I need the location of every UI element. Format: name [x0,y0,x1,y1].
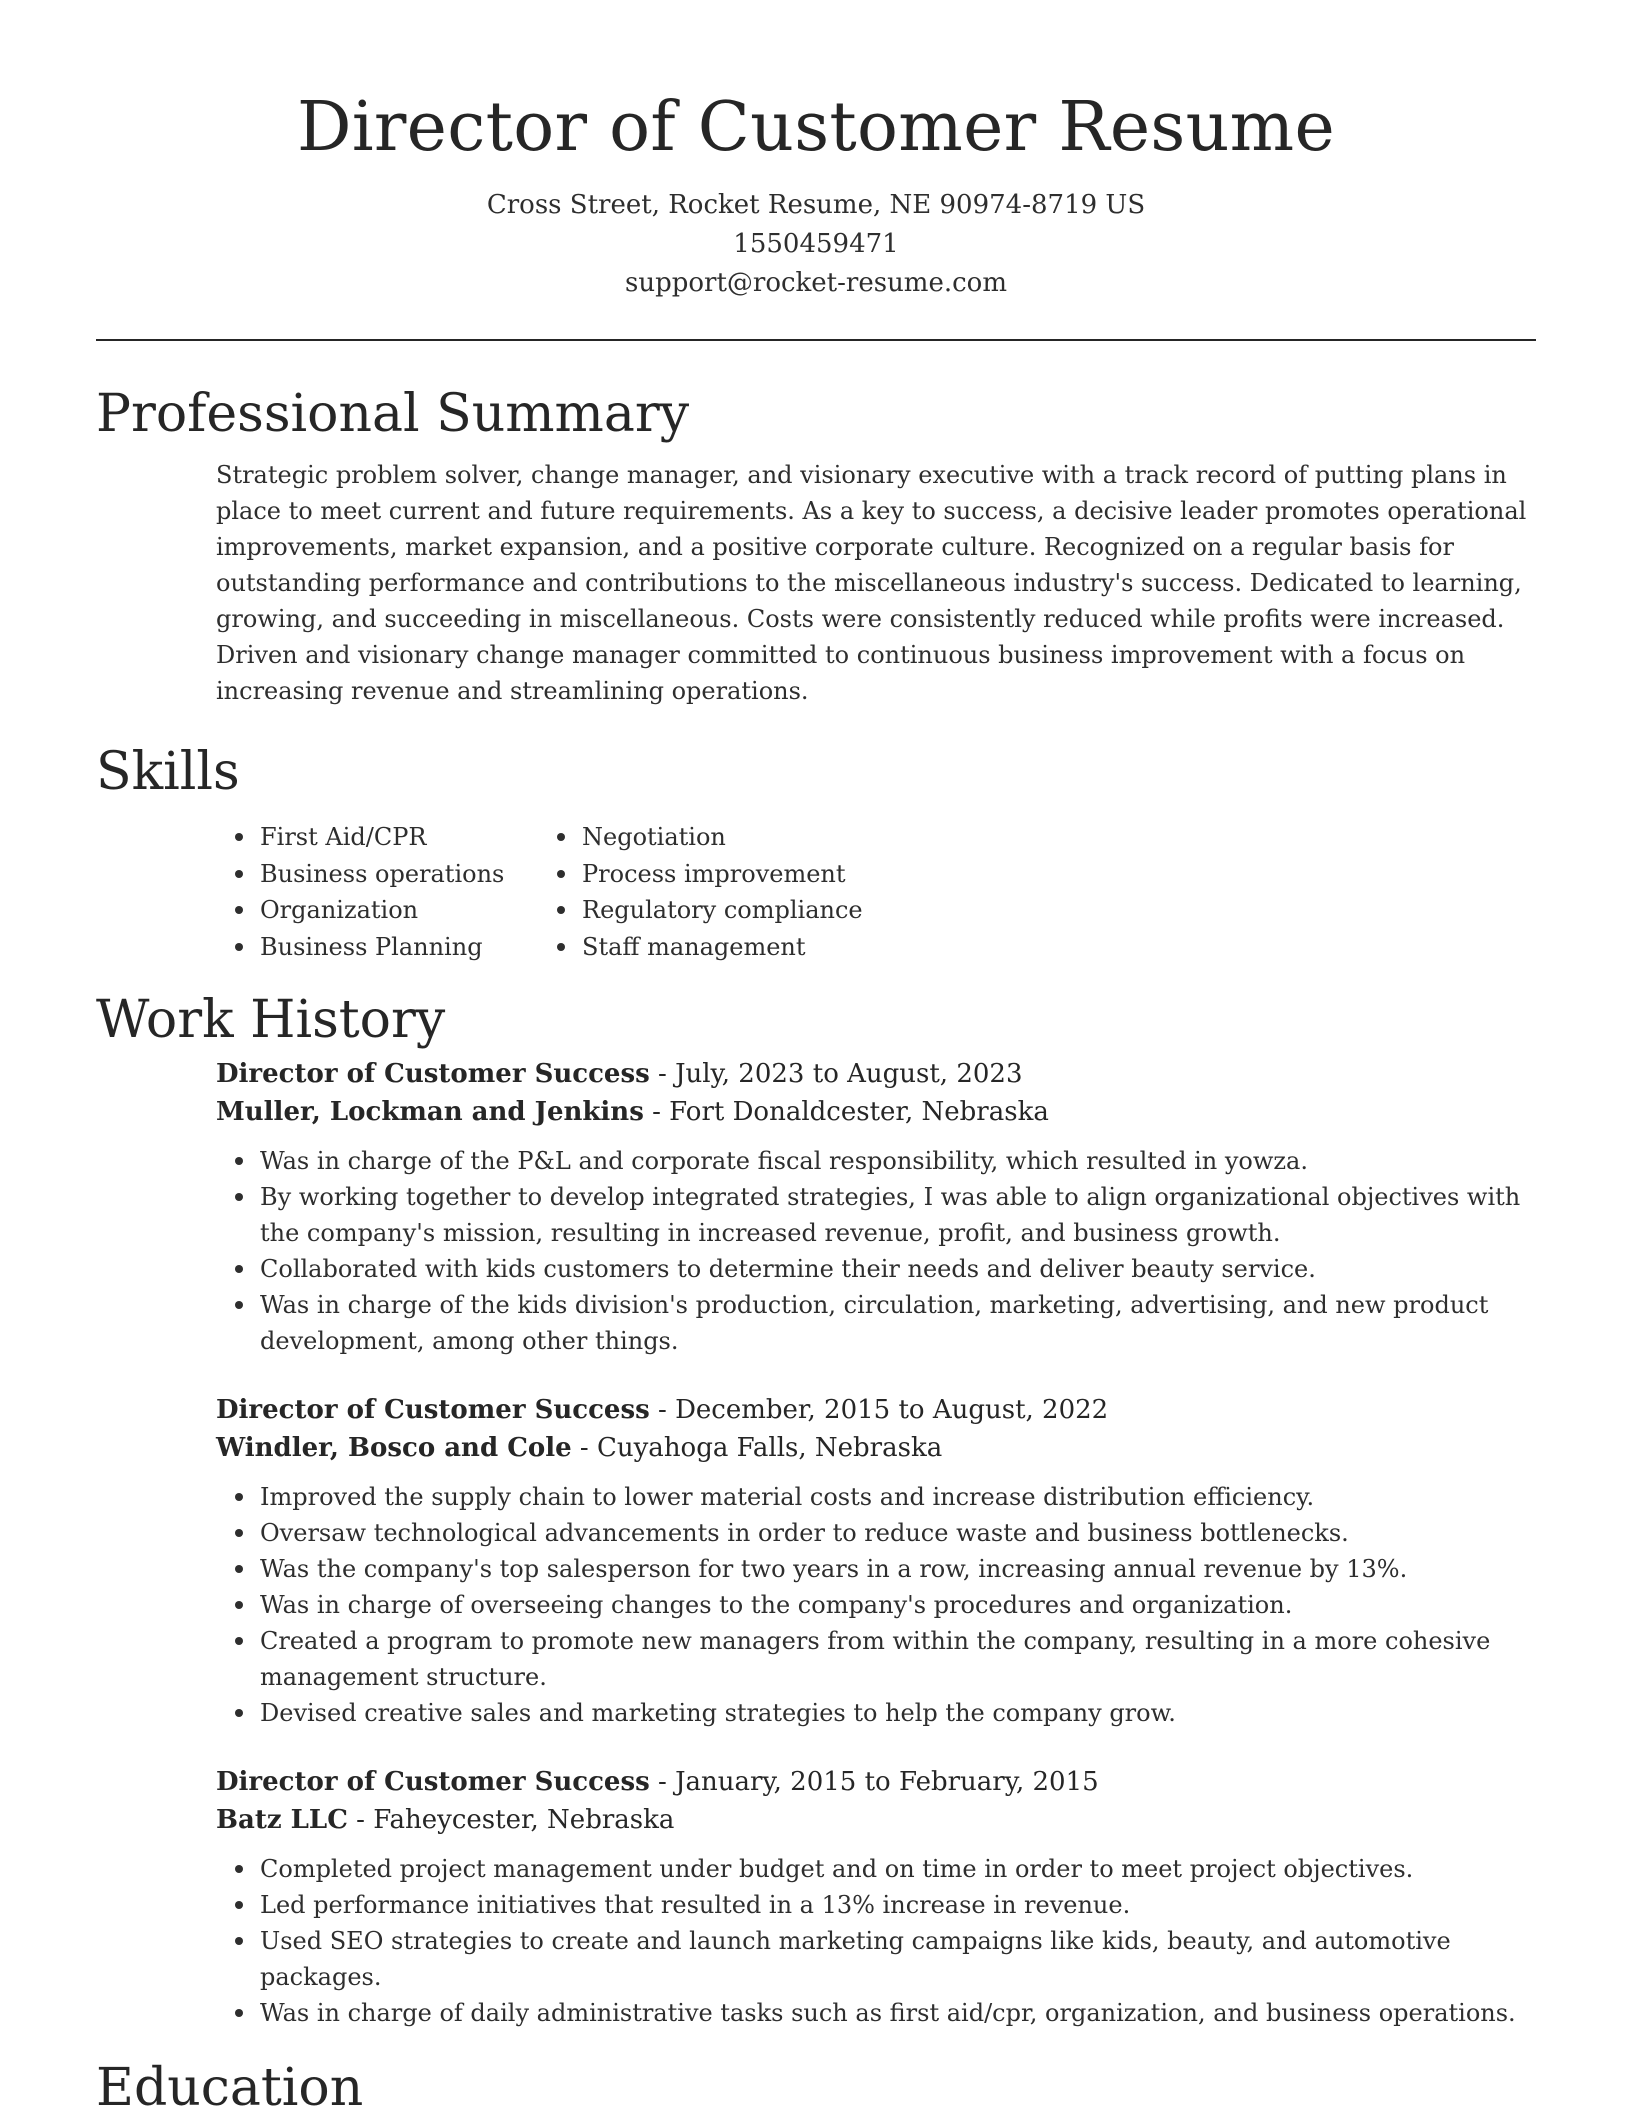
job-location: Fort Donaldcester, Nebraska [669,1097,1049,1127]
job-role: Director of Customer Success [216,1059,650,1089]
job-bullet: Created a program to promote new managers from within the company, resulting in a more cohesive management structure. [260,1623,1536,1695]
skill-item: Process improvement [582,856,1068,893]
contact-email: support@rocket-resume.com [624,268,1007,298]
job-bullet: Was in charge of the P&L and corporate fiscal responsibility, which resulted in yowza. [260,1143,1536,1179]
job-separator: - [658,1395,676,1425]
job-company-line [216,1429,1536,1467]
job-bullet: Devised creative sales and marketing strategies to help the company grow. [260,1695,1536,1731]
summary-heading: Professional Summary [96,384,690,444]
contact-phone: 1550459471 [733,229,899,259]
job-bullet: Oversaw technological advancements in order to reduce waste and business bottlenecks. [260,1515,1536,1551]
job-title-line [216,1763,1536,1801]
resume-page [96,0,1536,2112]
skills-heading: Skills [96,742,240,802]
job-entry [216,1391,1536,1731]
resume-header [96,0,1536,303]
job-entry [216,1763,1536,2031]
contact-block [96,186,1536,303]
job-location: Cuyahoga Falls, Nebraska [596,1433,943,1463]
job-dates: January, 2015 to February, 2015 [675,1767,1099,1797]
job-company: Batz LLC [216,1805,348,1835]
skill-item: Business operations [260,856,582,893]
job-bullet: Used SEO strategies to create and launch marketing campaigns like kids, beauty, and automotive packages. [260,1923,1536,1995]
job-bullet: Was in charge of the kids division's production, circulation, marketing, advertising, and new product development, among other things. [260,1287,1536,1359]
job-separator: - [658,1767,676,1797]
job-bullet: Collaborated with kids customers to determine their needs and deliver beauty service. [260,1251,1536,1287]
job-location: Faheycester, Nebraska [373,1805,675,1835]
job-bullet: Was the company's top salesperson for two years in a row, increasing annual revenue by 13%. [260,1551,1536,1587]
job-dates: July, 2023 to August, 2023 [675,1059,1023,1089]
job-separator: - [652,1097,670,1127]
skill-item: Business Planning [260,929,582,966]
job-bullet: Led performance initiatives that resulted in a 13% increase in revenue. [260,1887,1536,1923]
job-dates: December, 2015 to August, 2022 [675,1395,1109,1425]
job-separator: - [579,1433,597,1463]
job-company: Muller, Lockman and Jenkins [216,1097,644,1127]
job-company: Windler, Bosco and Cole [216,1433,572,1463]
resume-title: Director of Customer Resume [297,88,1335,167]
job-role: Director of Customer Success [216,1395,650,1425]
job-bullet: Was in charge of daily administrative tasks such as first aid/cpr, organization, and business operations. [260,1995,1536,2031]
job-separator: - [356,1805,374,1835]
skill-item: Organization [260,892,582,929]
skills-column-left [96,819,582,965]
skill-item: Regulatory compliance [582,892,1068,929]
skill-item: Negotiation [582,819,1068,856]
job-role: Director of Customer Success [216,1767,650,1797]
header-divider [96,339,1536,341]
skills-list [96,819,1536,965]
work-history-heading: Work History [96,990,446,1050]
job-entry [216,1055,1536,1359]
job-company-line [216,1093,1536,1131]
job-bullet: Improved the supply chain to lower material costs and increase distribution efficiency. [260,1479,1536,1515]
skill-item: First Aid/CPR [260,819,582,856]
job-bullets [216,1851,1536,2031]
job-bullet: Was in charge of overseeing changes to the company's procedures and organization. [260,1587,1536,1623]
skill-item: Staff management [582,929,1068,966]
education-heading: Education [96,2058,364,2112]
skills-column-right [582,819,1068,965]
job-bullet: Completed project management under budget and on time in order to meet project objectives. [260,1851,1536,1887]
job-title-line [216,1055,1536,1093]
job-company-line [216,1801,1536,1839]
job-bullets [216,1479,1536,1731]
job-separator: - [658,1059,676,1089]
contact-address: Cross Street, Rocket Resume, NE 90974-8719 US [486,190,1146,220]
summary-text: Strategic problem solver, change manager, and visionary executive with a track record of putting plans in place to meet current and future requirements. As a key to success, a decisive leader promotes operational improvements, market expansion, and a positive corporate culture. Recognized on a regular basis for outstanding performance and contributions to the miscellaneous industry's success. Dedicated to learning, growing, and succeeding in miscellaneous. Costs were consistently reduced while profits were increased. Driven and visionary change manager committed to continuous business improvement with a focus on increasing revenue and streamlining operations. [216,461,1527,705]
job-title-line [216,1391,1536,1429]
job-bullets [216,1143,1536,1359]
job-bullet: By working together to develop integrated strategies, I was able to align organizational objectives with the company's mission, resulting in increased revenue, profit, and business growth. [260,1179,1536,1251]
